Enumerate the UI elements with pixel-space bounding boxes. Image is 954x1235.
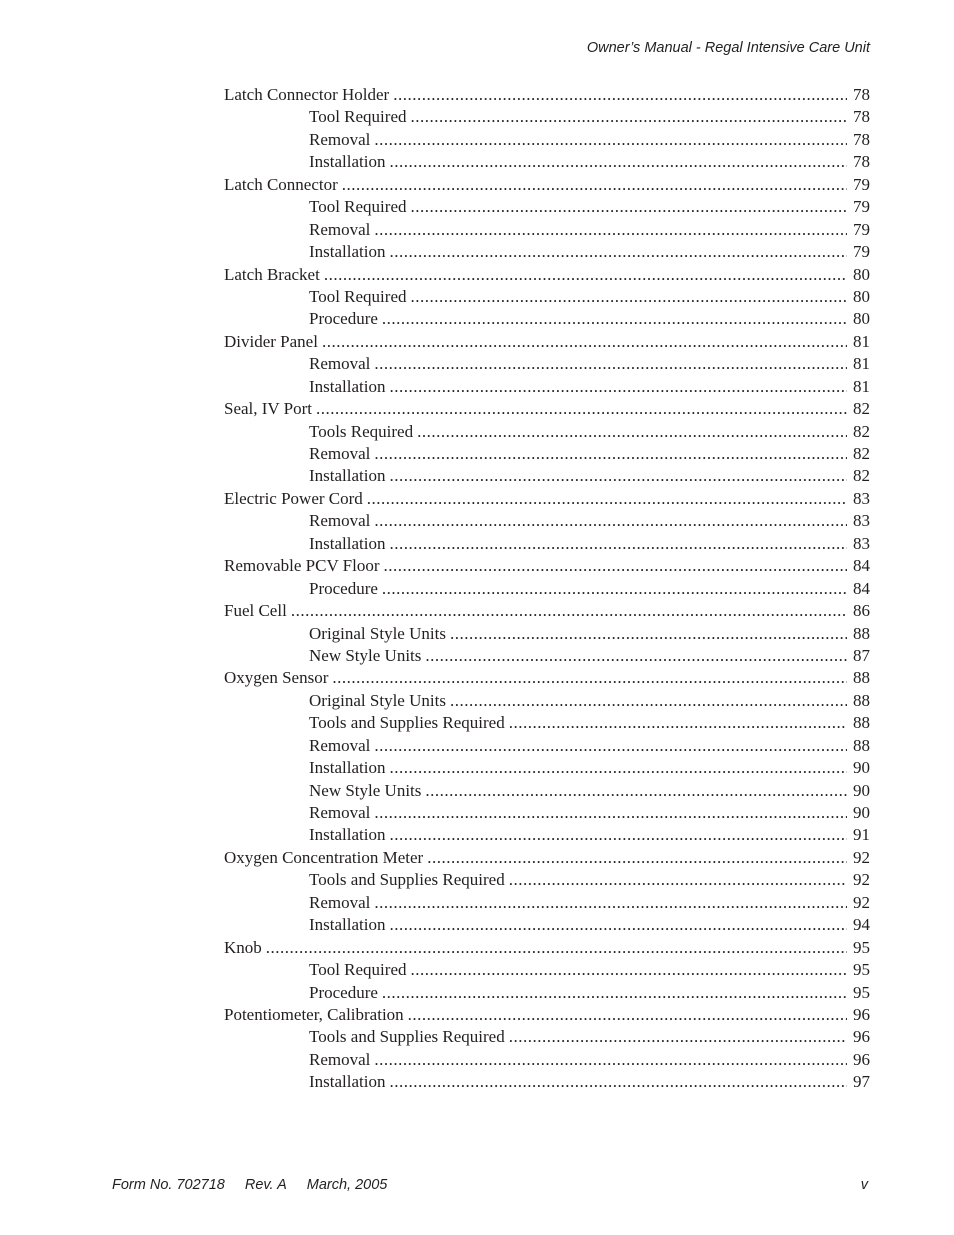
toc-entry-page: 83 — [853, 511, 870, 531]
toc-entry-title: Removal — [309, 444, 371, 463]
toc-entry-page: 97 — [853, 1072, 870, 1092]
toc-entry-title: Tool Required — [309, 107, 407, 127]
toc-entry-title: Original Style Units — [309, 690, 446, 710]
toc-subentry[interactable] — [224, 712, 870, 734]
toc-entry-title: Installation — [309, 825, 386, 845]
page-footer — [112, 1177, 407, 1193]
toc-entry-page: 84 — [853, 556, 870, 576]
toc-subentry[interactable] — [224, 1026, 870, 1048]
toc-entry-title: Installation — [309, 376, 386, 396]
toc-subentry[interactable] — [224, 690, 870, 712]
footer-revision: Rev. A — [244, 1177, 287, 1193]
toc-subentry[interactable] — [224, 824, 870, 846]
dot-leader — [291, 600, 847, 622]
toc-entry-page: 79 — [853, 197, 870, 217]
dot-leader — [450, 690, 847, 712]
dot-leader — [374, 1049, 847, 1071]
dot-leader — [332, 667, 847, 689]
dot-leader — [410, 959, 847, 981]
dot-leader — [374, 443, 847, 465]
toc-entry-page: 92 — [853, 847, 870, 867]
toc-entry-title: Tool Required — [309, 960, 407, 980]
toc-subentry[interactable] — [224, 196, 870, 218]
toc-subentry[interactable] — [224, 465, 870, 487]
dot-leader — [389, 241, 847, 263]
toc-entry-page: 82 — [853, 399, 870, 419]
toc-entry-page: 96 — [853, 1049, 870, 1069]
dot-leader — [342, 174, 847, 196]
toc-entry-page: 81 — [853, 354, 870, 374]
toc-entry[interactable] — [224, 264, 870, 286]
toc-subentry[interactable] — [224, 623, 870, 645]
toc-entry-title: Removal — [309, 511, 371, 531]
toc-entry[interactable] — [224, 331, 870, 353]
toc-entry-page: 83 — [853, 533, 870, 553]
toc-entry-page: 90 — [853, 758, 870, 778]
toc-entry-page: 92 — [853, 892, 870, 912]
toc-entry-page: 96 — [853, 1027, 870, 1047]
toc-entry-title: Oxygen Concentration Meter — [224, 847, 424, 867]
toc-entry[interactable] — [224, 555, 870, 577]
toc-subentry[interactable] — [224, 151, 870, 173]
dot-leader — [389, 376, 847, 398]
dot-leader — [374, 129, 847, 151]
toc-entry-title: Removal — [309, 219, 371, 239]
toc-entry-title: Tool Required — [309, 286, 407, 306]
toc-subentry[interactable] — [224, 578, 870, 600]
dot-leader — [324, 264, 847, 286]
toc-entry-title: Installation — [309, 1072, 386, 1092]
toc-subentry[interactable] — [224, 869, 870, 891]
toc-subentry[interactable] — [224, 1049, 870, 1071]
toc-entry-page: 95 — [853, 982, 870, 1002]
toc-entry-page: 88 — [853, 713, 870, 733]
toc-entry-title: Tool Required — [309, 197, 407, 217]
dot-leader — [408, 1004, 847, 1026]
dot-leader — [374, 802, 847, 824]
toc-subentry[interactable] — [224, 443, 870, 465]
toc-entry-title: Latch Connector Holder — [224, 85, 390, 104]
toc-subentry[interactable] — [224, 129, 870, 151]
toc-entry-title: Removal — [309, 129, 371, 149]
toc-entry[interactable] — [224, 937, 870, 959]
toc-entry-title: Knob — [224, 937, 262, 957]
dot-leader — [410, 196, 847, 218]
toc-entry-page: 78 — [853, 152, 870, 172]
dot-leader — [389, 465, 847, 487]
toc-entry-title: Oxygen Sensor — [224, 668, 329, 688]
toc-entry-page: 80 — [853, 286, 870, 306]
toc-subentry[interactable] — [224, 892, 870, 914]
toc-entry-page: 79 — [853, 174, 870, 194]
toc-subentry[interactable] — [224, 376, 870, 398]
toc-entry-page: 87 — [853, 645, 870, 665]
dot-leader — [410, 286, 847, 308]
toc-entry[interactable] — [224, 174, 870, 196]
toc-entry-title: Installation — [309, 242, 386, 262]
toc-subentry[interactable] — [224, 645, 870, 667]
toc-entry-page: 80 — [853, 264, 870, 284]
dot-leader — [382, 308, 847, 330]
footer-form-number: Form No. 702718 — [112, 1177, 225, 1193]
toc-subentry[interactable] — [224, 757, 870, 779]
toc-subentry[interactable] — [224, 802, 870, 824]
dot-leader — [425, 645, 847, 667]
toc-entry-page: 78 — [853, 85, 870, 104]
dot-leader — [389, 151, 847, 173]
toc-entry[interactable] — [224, 488, 870, 510]
dot-leader — [374, 892, 847, 914]
toc-entry[interactable] — [224, 1004, 870, 1026]
dot-leader — [374, 735, 847, 757]
dot-leader — [382, 578, 847, 600]
footer-page-number: v — [860, 1177, 868, 1193]
toc-entry-title: Procedure — [309, 578, 378, 598]
toc-entry-page: 94 — [853, 915, 870, 935]
toc-subentry[interactable] — [224, 982, 870, 1004]
toc-entry-page: 79 — [853, 242, 870, 262]
toc-subentry[interactable] — [224, 533, 870, 555]
dot-leader — [316, 398, 847, 420]
toc-subentry[interactable] — [224, 780, 870, 802]
toc-entry-page: 83 — [853, 488, 870, 508]
toc-entry-page: 80 — [853, 309, 870, 329]
toc-entry-page: 82 — [853, 466, 870, 486]
toc-entry[interactable] — [224, 600, 870, 622]
dot-leader — [389, 824, 847, 846]
toc-entry-title: Procedure — [309, 982, 378, 1002]
toc-entry-title: Tools and Supplies Required — [309, 870, 505, 890]
toc-entry-page: 81 — [853, 376, 870, 396]
toc-entry-title: Installation — [309, 758, 386, 778]
dot-leader — [322, 331, 847, 353]
dot-leader — [266, 937, 847, 959]
toc-subentry[interactable] — [224, 1071, 870, 1093]
toc-entry-title: Divider Panel — [224, 331, 318, 351]
toc-subentry[interactable] — [224, 241, 870, 263]
toc-entry-page: 95 — [853, 937, 870, 957]
toc-entry[interactable] — [224, 847, 870, 869]
dot-leader — [410, 106, 847, 128]
toc-entry-title: Procedure — [309, 309, 378, 329]
toc-entry-title: Latch Bracket — [224, 264, 320, 284]
toc-entry-page: 82 — [853, 444, 870, 463]
toc-entry-page: 91 — [853, 825, 870, 845]
toc-entry[interactable] — [224, 398, 870, 420]
toc-entry-title: New Style Units — [309, 645, 422, 665]
toc-entry-title: Installation — [309, 533, 386, 553]
toc-entry-page: 88 — [853, 735, 870, 755]
toc-entry-title: Installation — [309, 152, 386, 172]
toc-subentry[interactable] — [224, 353, 870, 375]
toc-entry-title: Removal — [309, 735, 371, 755]
dot-leader — [417, 421, 847, 443]
toc-entry-page: 78 — [853, 129, 870, 149]
dot-leader — [450, 623, 847, 645]
toc-entry-page: 78 — [853, 107, 870, 127]
dot-leader — [393, 84, 847, 106]
table-of-contents — [224, 84, 870, 1094]
footer-date: March, 2005 — [306, 1177, 388, 1193]
toc-entry-title: Installation — [309, 466, 386, 486]
toc-entry-title: Removable PCV Floor — [224, 556, 380, 576]
toc-entry[interactable] — [224, 84, 870, 106]
toc-subentry[interactable] — [224, 106, 870, 128]
toc-entry-page: 95 — [853, 960, 870, 980]
toc-subentry[interactable] — [224, 308, 870, 330]
toc-entry[interactable] — [224, 667, 870, 689]
toc-entry-page: 88 — [853, 668, 870, 688]
dot-leader — [389, 757, 847, 779]
toc-entry-page: 96 — [853, 1004, 870, 1024]
toc-entry-title: Removal — [309, 803, 371, 822]
toc-entry-page: 90 — [853, 780, 870, 800]
dot-leader — [367, 488, 847, 510]
dot-leader — [389, 533, 847, 555]
page-header-title: Owner’s Manual - Regal Intensive Care Unit — [586, 40, 870, 56]
dot-leader — [389, 1071, 847, 1093]
toc-subentry[interactable] — [224, 421, 870, 443]
toc-entry-page: 84 — [853, 578, 870, 598]
toc-subentry[interactable] — [224, 914, 870, 936]
toc-entry-page: 82 — [853, 421, 870, 441]
toc-subentry[interactable] — [224, 735, 870, 757]
toc-entry-title: Tools Required — [309, 421, 414, 441]
dot-leader — [374, 219, 847, 241]
dot-leader — [509, 712, 847, 734]
dot-leader — [389, 914, 847, 936]
toc-entry-title: Electric Power Cord — [224, 488, 363, 508]
toc-entry-title: Seal, IV Port — [224, 399, 312, 419]
toc-entry-title: Removal — [309, 354, 371, 374]
dot-leader — [425, 780, 847, 802]
toc-entry-title: Installation — [309, 915, 386, 935]
toc-entry-title: Tools and Supplies Required — [309, 1027, 505, 1047]
dot-leader — [509, 869, 847, 891]
toc-entry-title: Original Style Units — [309, 623, 446, 643]
dot-leader — [382, 982, 847, 1004]
dot-leader — [509, 1026, 847, 1048]
dot-leader — [384, 555, 847, 577]
toc-entry-title: Potentiometer, Calibration — [224, 1004, 404, 1024]
toc-entry-title: Removal — [309, 1049, 371, 1069]
toc-subentry[interactable] — [224, 959, 870, 981]
toc-entry-title: Fuel Cell — [224, 601, 287, 621]
toc-entry-page: 86 — [853, 601, 870, 621]
toc-entry-page: 88 — [853, 623, 870, 643]
toc-entry-title: Removal — [309, 892, 371, 912]
dot-leader — [374, 510, 847, 532]
dot-leader — [427, 847, 847, 869]
toc-entry-title: Latch Connector — [224, 174, 338, 194]
toc-entry-title: New Style Units — [309, 780, 422, 800]
dot-leader — [374, 353, 847, 375]
toc-subentry[interactable] — [224, 219, 870, 241]
toc-entry-title: Tools and Supplies Required — [309, 713, 505, 733]
toc-entry-page: 90 — [853, 803, 870, 822]
toc-entry-page: 92 — [853, 870, 870, 890]
toc-entry-page: 88 — [853, 690, 870, 710]
toc-entry-page: 81 — [853, 331, 870, 351]
toc-subentry[interactable] — [224, 510, 870, 532]
toc-subentry[interactable] — [224, 286, 870, 308]
toc-entry-page: 79 — [853, 219, 870, 239]
